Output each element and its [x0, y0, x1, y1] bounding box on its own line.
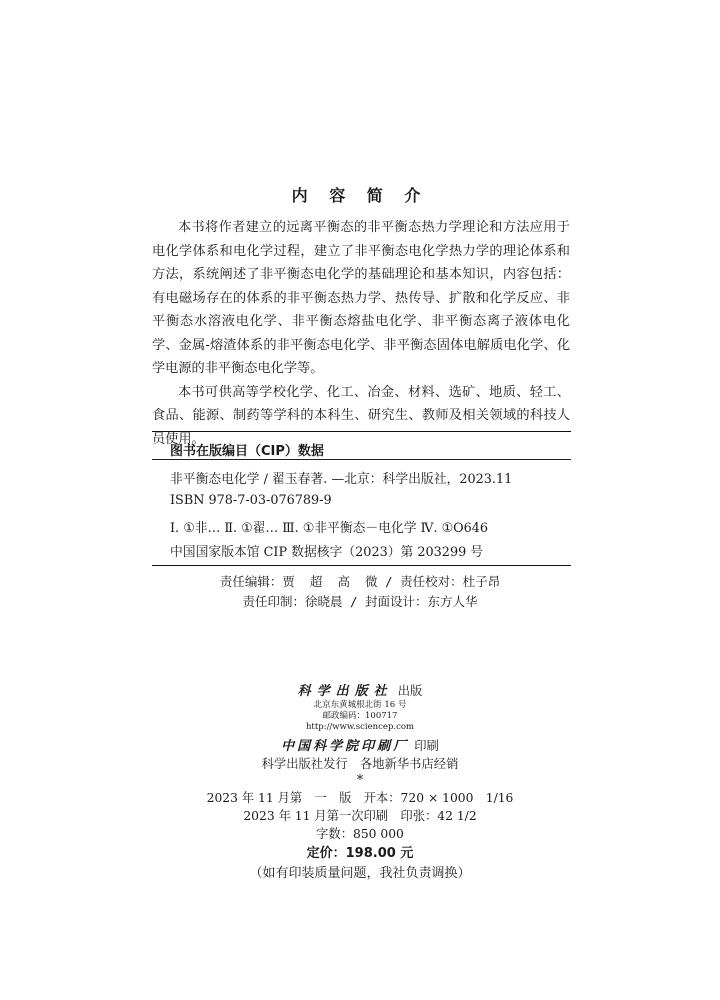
quality-notice: （如有印装质量问题，我社负责调换） — [249, 866, 471, 881]
cip-heading: 图书在版编目（CIP）数据 — [170, 444, 324, 459]
publisher-logo: 科学出版社 — [297, 684, 393, 699]
publisher-address: 北京东黄城根北街 16 号 — [313, 700, 407, 710]
printer-logo: 中国科学院印刷厂 — [281, 739, 410, 754]
abstract-paragraph-1: 本书将作者建立的远离平衡态的非平衡态热力学理论和方法应用于电化学体系和电化学过程，建立了非平衡态电化学热力学的理论体系和方法，系统阐述了非平衡态电化学的基础理论和基本知识，内容包括：有电磁场存在的体系的非平衡态热力学、热传导、扩散和化学反应、非平衡态水溶液电化学、非平衡态熔盐电化学、非平衡态离子液体电化学、金属-熔渣体系的非平衡态电化学、非平衡态固体电解质电化学、化学电源的非平衡态电化学等。 — [152, 220, 570, 376]
publisher-url: http://www.sciencep.com — [305, 722, 415, 732]
edition-line-3: 字数：850 000 — [316, 827, 404, 841]
publisher-line — [0, 680, 720, 699]
star-separator: * — [356, 773, 364, 788]
edition-line-1: 2023 年 11 月第 一 版 开本：720 × 1000 1/16 — [206, 791, 514, 805]
staff-line-editors: 责任编辑：贾 超 高 微 / 责任校对：杜子昂 — [219, 574, 501, 589]
printer-suffix: 印刷 — [414, 739, 439, 753]
cip-line-isbn: ISBN 978-7-03-076789-9 — [170, 493, 332, 508]
cip-line-classification: Ⅰ. ①非… Ⅱ. ①翟… Ⅲ. ①非平衡态－电化学 Ⅳ. ①O646 — [170, 521, 488, 536]
distribution-line: 科学出版社发行 各地新华书店经销 — [261, 757, 459, 771]
cip-line-citation: 非平衡态电化学 / 翟玉春著. —北京：科学出版社，2023.11 — [170, 472, 513, 487]
abstract — [152, 216, 570, 451]
cip-bottom-rule — [152, 565, 571, 566]
staff-line-production: 责任印制：徐晓晨 / 封面设计：东方人华 — [242, 594, 478, 609]
abstract-paragraph-2: 本书可供高等学校化学、化工、冶金、材料、选矿、地质、轻工、食品、能源、制药等学科的本科生、研究生、教师及相关领域的科技人员使用。 — [152, 384, 570, 447]
edition-line-2: 2023 年 11 月第一次印刷 印张：42 1/2 — [243, 809, 477, 823]
printer-line — [0, 735, 720, 754]
page-title: 内 容 简 介 — [291, 186, 429, 205]
publisher-postcode: 邮政编码：100717 — [322, 711, 398, 721]
publisher-suffix: 出版 — [397, 684, 423, 698]
cip-line-record-number: 中国国家版本馆 CIP 数据核字（2023）第 203299 号 — [170, 545, 484, 560]
price: 定价：198.00 元 — [306, 846, 414, 861]
cip-top-rule — [152, 431, 571, 432]
cip-heading-rule — [152, 459, 571, 460]
